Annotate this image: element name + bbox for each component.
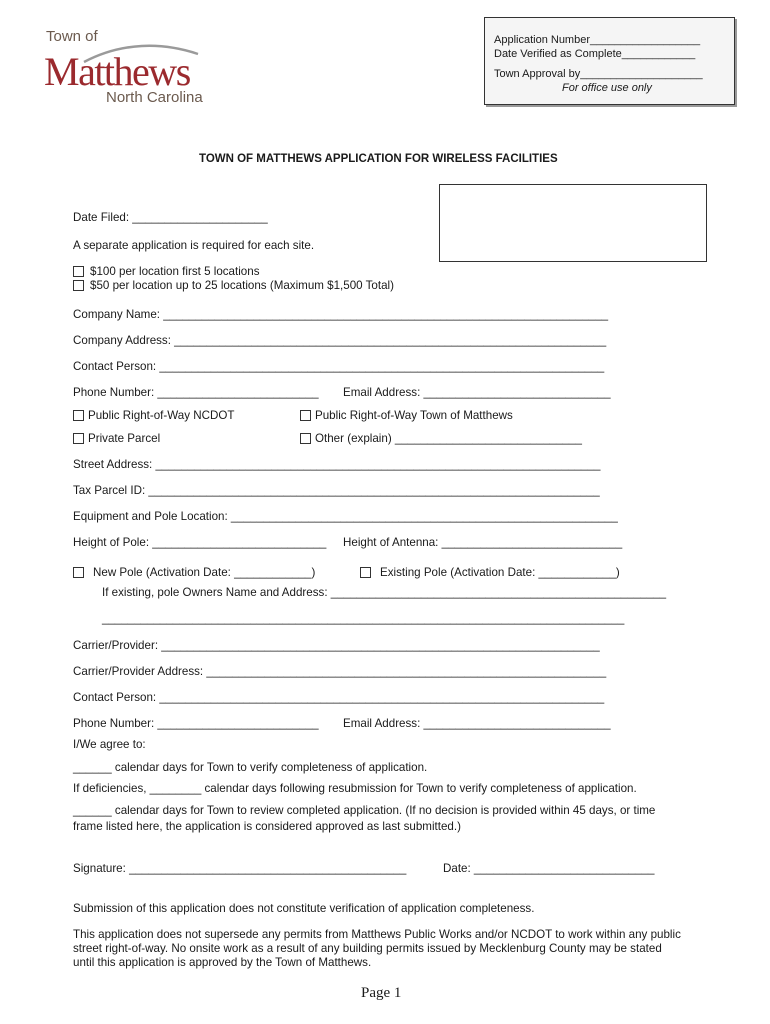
email-address-field[interactable]: Email Address: _____________________________ — [343, 386, 611, 399]
page-number: Page 1 — [361, 985, 402, 1001]
location-private[interactable] — [73, 432, 160, 445]
permit-note-line-3: until this application is approved by the Town of Matthews. — [73, 956, 372, 969]
contact-person-field[interactable]: Contact Person: _____________________________________________________________________ — [73, 360, 605, 373]
permit-note-line-2: street right-of-way. No onsite work as a result of any building permits issued by Mecklenburg County may be stated — [73, 942, 662, 955]
new-pole-checkbox[interactable] — [73, 567, 84, 578]
agree-review-days-cont: frame listed here, the application is considered approved as last submitted.) — [73, 820, 461, 833]
application-number-field[interactable]: Application Number__________________ — [494, 34, 701, 46]
agree-verify-days[interactable]: ______ calendar days for Town to verify completeness of application. — [73, 761, 428, 774]
location-ncdot-checkbox[interactable] — [73, 410, 84, 421]
carrier-email-field[interactable]: Email Address: _____________________________ — [343, 717, 611, 730]
date-filed-field[interactable]: Date Filed: _____________________ — [73, 211, 268, 224]
fee-option-2-checkbox[interactable] — [73, 280, 84, 291]
street-address-field[interactable]: Street Address: _____________________________________________________________________ — [73, 458, 601, 471]
company-name-field[interactable]: Company Name: _____________________________________________________________________ — [73, 308, 609, 321]
new-pole-option[interactable] — [73, 566, 315, 579]
agree-review-days[interactable]: ______ calendar days for Town to review completed application. (If no decision is provided within 45 days, or time — [73, 804, 656, 817]
location-other[interactable] — [300, 432, 582, 445]
height-of-antenna-field[interactable]: Height of Antenna: ____________________________ — [343, 536, 623, 549]
company-address-field[interactable]: Company Address: ___________________________________________________________________ — [73, 334, 607, 347]
fee-option-1[interactable] — [73, 265, 260, 278]
location-private-checkbox[interactable] — [73, 433, 84, 444]
logo-north-carolina: North Carolina — [106, 89, 203, 106]
location-private-label: Private Parcel — [88, 432, 161, 445]
carrier-address-field[interactable]: Carrier/Provider Address: ______________________________________________________________ — [73, 665, 607, 678]
existing-pole-option[interactable] — [360, 566, 620, 579]
logo-town-of: Town of — [46, 28, 98, 45]
pole-owner-field[interactable]: If existing, pole Owners Name and Address: ____________________________________________________ — [102, 586, 667, 599]
location-other-label: Other (explain) _____________________________ — [315, 432, 582, 445]
stamp-box — [439, 184, 707, 262]
logo-swoosh-icon — [82, 40, 200, 68]
form-title: TOWN OF MATTHEWS APPLICATION FOR WIRELESS FACILITIES — [199, 153, 558, 165]
height-of-pole-field[interactable]: Height of Pole: ___________________________ — [73, 536, 327, 549]
existing-pole-checkbox[interactable] — [360, 567, 371, 578]
phone-number-field[interactable]: Phone Number: _________________________ — [73, 386, 319, 399]
new-pole-label: New Pole (Activation Date: ____________) — [93, 566, 316, 579]
location-town[interactable] — [300, 409, 513, 422]
location-town-checkbox[interactable] — [300, 410, 311, 421]
agree-heading: I/We agree to: — [73, 738, 146, 751]
town-approval-field[interactable]: Town Approval by____________________ — [494, 68, 703, 80]
submission-note: Submission of this application does not constitute verification of application completeness. — [73, 902, 535, 915]
location-ncdot[interactable] — [73, 409, 234, 422]
location-other-checkbox[interactable] — [300, 433, 311, 444]
signature-date-field[interactable]: Date: ____________________________ — [443, 862, 655, 875]
tax-parcel-field[interactable]: Tax Parcel ID: ______________________________________________________________________ — [73, 484, 600, 497]
existing-pole-label: Existing Pole (Activation Date: ____________) — [380, 566, 620, 579]
permit-note-line-1: This application does not supersede any permits from Matthews Public Works and/or NCDOT to work within any public — [73, 928, 681, 941]
fee-option-1-checkbox[interactable] — [73, 266, 84, 277]
logo-matthews: Matthews — [44, 49, 190, 94]
office-use-label: For office use only — [562, 82, 652, 94]
carrier-provider-field[interactable]: Carrier/Provider: ____________________________________________________________________ — [73, 639, 600, 652]
signature-field[interactable]: Signature: ___________________________________________ — [73, 862, 407, 875]
equipment-location-field[interactable]: Equipment and Pole Location: ____________________________________________________________ — [73, 510, 618, 523]
location-town-label: Public Right-of-Way Town of Matthews — [315, 409, 513, 422]
fee-option-1-label: $100 per location first 5 locations — [90, 265, 260, 278]
date-verified-field[interactable]: Date Verified as Complete____________ — [494, 48, 696, 60]
location-ncdot-label: Public Right-of-Way NCDOT — [88, 409, 235, 422]
agree-resubmission-days[interactable]: If deficiencies, ________ calendar days following resubmission for Town to verify completeness of application. — [73, 782, 637, 795]
separate-application-note: A separate application is required for each site. — [73, 239, 315, 252]
carrier-contact-person-field[interactable]: Contact Person: _____________________________________________________________________ — [73, 691, 605, 704]
pole-owner-field-line-2[interactable]: _________________________________________________________________________________ — [102, 612, 625, 625]
fee-option-2[interactable] — [73, 279, 394, 292]
carrier-phone-field[interactable]: Phone Number: _________________________ — [73, 717, 319, 730]
fee-option-2-label: $50 per location up to 25 locations (Maximum $1,500 Total) — [90, 279, 394, 292]
